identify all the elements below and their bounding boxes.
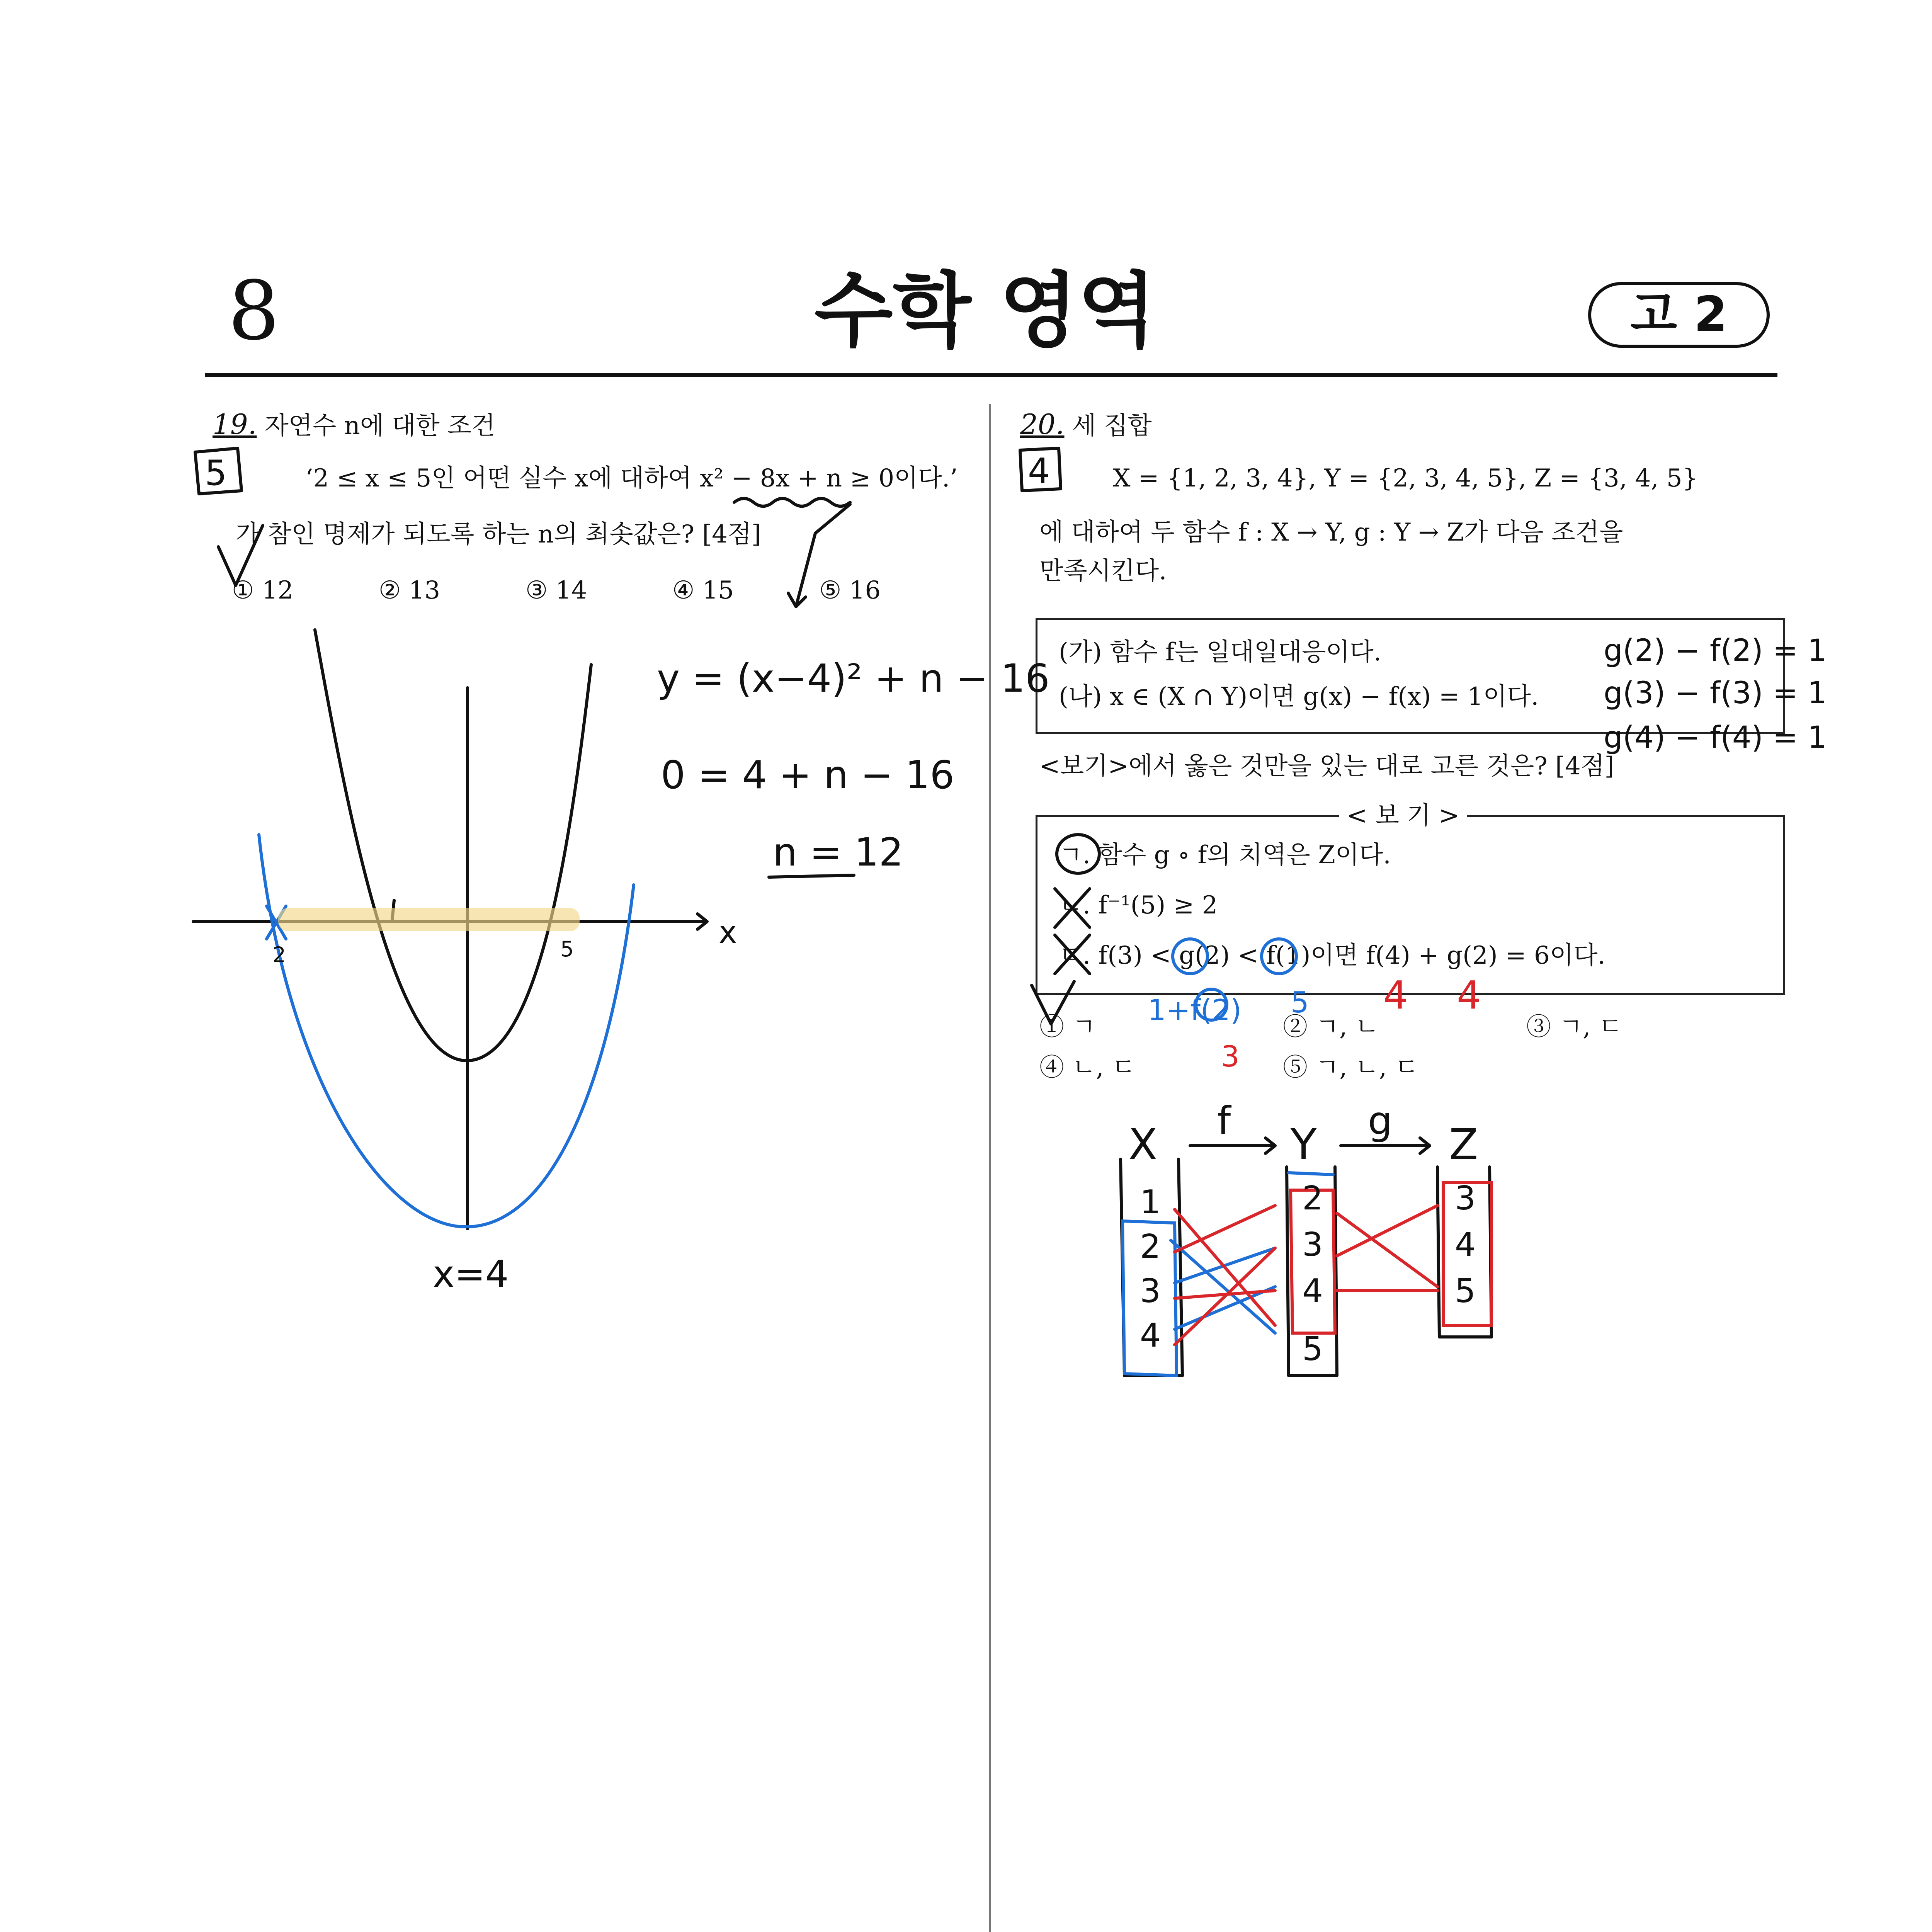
q19-tick <box>392 900 394 920</box>
diagram-label-z: Z <box>1449 1120 1478 1169</box>
q19-hw-result: n = 12 <box>773 830 903 875</box>
q20-hw-under-3: 3 <box>1221 1039 1240 1073</box>
q20-choice-3[interactable]: ③ ㄱ, ㄷ <box>1526 1013 1622 1041</box>
diagram-x-subset <box>1122 1221 1177 1376</box>
q19-hw-vertex: x=4 <box>433 1253 509 1296</box>
diagram-y-red-box <box>1291 1190 1335 1333</box>
q19-answer-box <box>195 448 242 494</box>
q20-hw-note2: g(3) − f(3) = 1 <box>1604 676 1827 711</box>
diagram-z-red-box <box>1443 1182 1492 1325</box>
q19-result-underline <box>769 875 854 877</box>
q19-condition: ‘2 ≤ x ≤ 5인 어떤 실수 x에 대하여 x² − 8x + n ≥ 0이다.’ <box>305 464 958 493</box>
q20-bogi-b: ㄴ. f⁻¹(5) ≥ 2 <box>1059 891 1218 920</box>
page-number: 8 <box>228 264 280 358</box>
diagram-arrow-g <box>1341 1138 1430 1153</box>
diagram-arrow-f <box>1190 1138 1275 1153</box>
q19-hw-eq1: y = (x−4)² + n − 16 <box>657 656 1050 701</box>
column-divider <box>989 404 991 1932</box>
q20-condition-a: (가) 함수 f는 일대일대응이다. <box>1059 638 1382 667</box>
diagram-y-elem-2: 2 <box>1302 1179 1323 1218</box>
diagram-label-x: X <box>1128 1120 1158 1169</box>
q20-number: 20. <box>1020 408 1065 440</box>
diagram-label-y: Y <box>1291 1120 1317 1169</box>
q20-hw-note3: g(4) − f(4) = 1 <box>1604 720 1827 755</box>
diagram-z-elem-4: 4 <box>1455 1226 1476 1264</box>
q19-interval-highlight <box>278 908 580 931</box>
q20-hw-red-4b: 4 <box>1457 973 1481 1018</box>
q19-choice-4[interactable]: ④ 15 <box>672 576 734 605</box>
q20-bogi-a: ㄱ. 함수 g ∘ f의 치역은 Z이다. <box>1059 841 1391 869</box>
q19-number: 19. <box>213 408 257 440</box>
q19-hw-label-5: 5 <box>560 937 574 961</box>
q20-condition-b: (나) x ∈ (X ∩ Y)이면 g(x) − f(x) = 1이다. <box>1059 682 1539 711</box>
diagram-x-elem-3: 3 <box>1140 1272 1161 1310</box>
q20-intro-line1: 에 대하여 두 함수 f : X → Y, g : Y → Z가 다음 조건을 <box>1039 518 1623 547</box>
page-title: 수학 영역 <box>814 264 1156 358</box>
diagram-y-mark <box>1289 1173 1333 1175</box>
diagram-y-elem-4: 4 <box>1302 1272 1323 1310</box>
q20-header <box>1020 408 1152 441</box>
diagram-g-red-arrows <box>1337 1206 1437 1291</box>
q20-hw-under-g2: 1+f(2) <box>1148 993 1242 1027</box>
diagram-z-elem-3: 3 <box>1455 1179 1476 1218</box>
q19-choice-5[interactable]: ⑤ 16 <box>819 576 881 605</box>
diagram-y-elem-3: 3 <box>1302 1226 1323 1264</box>
q19-blue-mark <box>267 906 286 939</box>
q19-hw-answer: 5 <box>205 453 227 493</box>
diagram-blue-arrows <box>1171 1240 1275 1333</box>
q20-hw-note1: g(2) − f(2) = 1 <box>1604 633 1827 668</box>
diagram-z-elem-5: 5 <box>1455 1272 1476 1310</box>
q19-hw-eq2: 0 = 4 + n − 16 <box>661 752 954 798</box>
q20-stem: 세 집합 <box>1072 412 1152 440</box>
q20-sets: X = {1, 2, 3, 4}, Y = {2, 3, 4, 5}, Z = {3, 4, 5} <box>1113 464 1698 493</box>
q19-stem: 자연수 n에 대한 조건 <box>264 412 495 440</box>
q20-intro-line2: 만족시킨다. <box>1039 557 1167 585</box>
diagram-x-elem-2: 2 <box>1140 1228 1161 1266</box>
diagram-set-y-box <box>1287 1167 1337 1376</box>
q20-bogi-box <box>1036 801 1785 995</box>
q20-hw-under-5: 5 <box>1291 985 1309 1019</box>
q19-choice-1[interactable]: ① 12 <box>232 576 294 605</box>
q19-parabola-blue <box>259 835 634 1227</box>
q20-bogi-c: ㄷ. f(3) < g(2) < f(1)이면 f(4) + g(2) = 6이다. <box>1059 941 1605 970</box>
q20-choice-5[interactable]: ⑤ ㄱ, ㄴ, ㄷ <box>1283 1053 1419 1082</box>
q20-answer-box <box>1020 448 1061 491</box>
diagram-x-elem-4: 4 <box>1140 1316 1161 1355</box>
q20-hw-answer: 4 <box>1028 451 1050 492</box>
q20-prompt: <보기>에서 옳은 것만을 있는 대로 고른 것은? [4점] <box>1039 752 1614 781</box>
diagram-f-red-arrows <box>1175 1206 1275 1345</box>
q20-conditions-box <box>1036 618 1785 734</box>
diagram-x-elem-1: 1 <box>1140 1183 1161 1221</box>
grade-badge: 고 2 <box>1588 282 1770 348</box>
q20-choice-4[interactable]: ④ ㄴ, ㄷ <box>1039 1053 1136 1082</box>
q20-choice-2[interactable]: ② ㄱ, ㄴ <box>1283 1013 1379 1041</box>
q19-x-axis <box>193 914 707 929</box>
q20-hw-red-4a: 4 <box>1383 973 1408 1018</box>
q19-hw-axis-x: x <box>719 914 737 950</box>
header-divider <box>205 373 1777 377</box>
q19-wavy-underline <box>734 498 850 506</box>
diagram-label-g: g <box>1368 1098 1393 1143</box>
q19-choice-3[interactable]: ③ 14 <box>526 576 587 605</box>
q19-choice-2[interactable]: ② 13 <box>379 576 440 605</box>
q20-bogi-title: < 보 기 > <box>1339 801 1467 831</box>
q19-hw-label-2: 2 <box>272 942 286 967</box>
q19-parabola-black <box>315 630 591 1061</box>
q19-prompt: 가 참인 명제가 되도록 하는 n의 최솟값은? [4점] <box>236 520 761 549</box>
diagram-set-x-box <box>1121 1159 1182 1376</box>
diagram-set-z-box <box>1437 1167 1492 1337</box>
q19-header <box>213 408 495 441</box>
diagram-y-elem-5: 5 <box>1302 1330 1323 1368</box>
diagram-label-f: f <box>1217 1098 1231 1143</box>
q20-choice-1[interactable]: ① ㄱ <box>1039 1013 1096 1041</box>
